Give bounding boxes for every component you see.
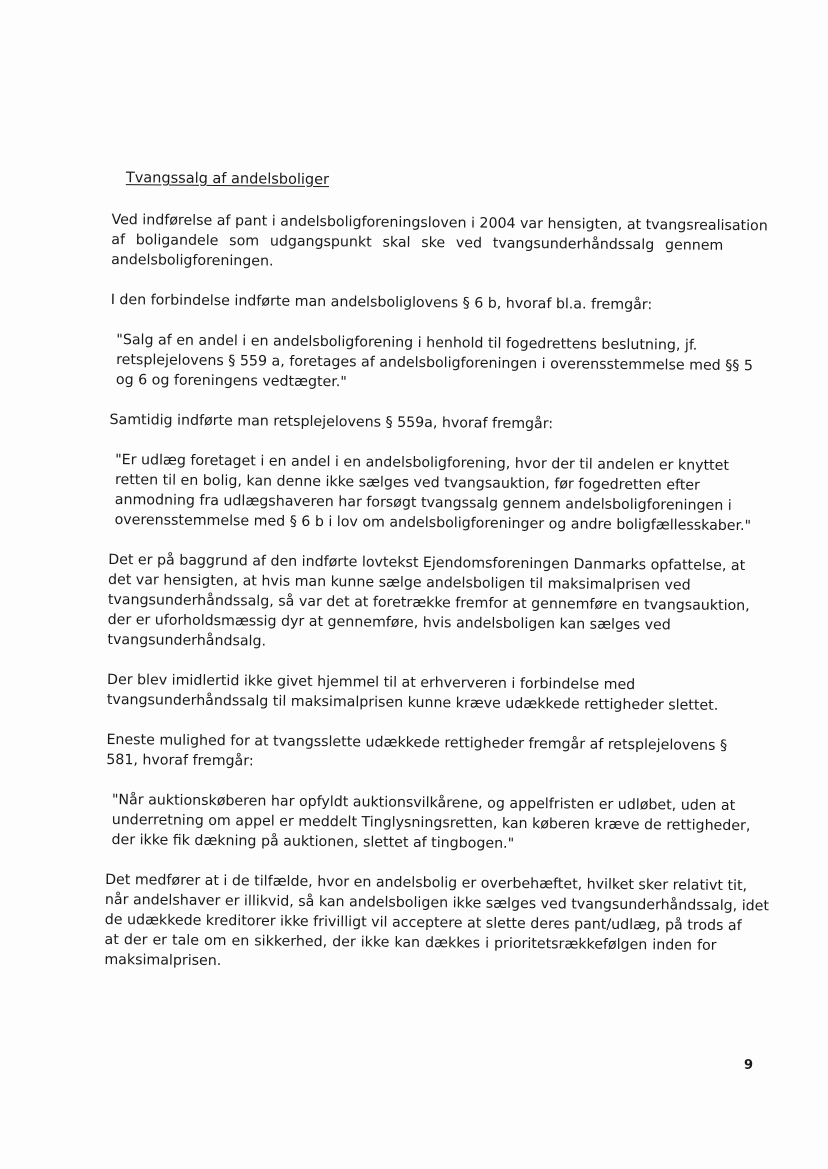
paragraph-line: Det er på baggrund af den indførte lovtekst Ejendomsforeningen Danmarks opfattelse, at bbox=[108, 551, 746, 575]
paragraph-line: Det medfører at i de tilfælde, hvor en andelsbolig er overbehæftet, hvilket sker relativt tit, bbox=[105, 871, 748, 895]
paragraph-retsplejelov-intro bbox=[109, 410, 721, 436]
paragraph-line: de udækkede kreditorer ikke frivilligt vil acceptere at slette deres pant/udlæg, på trods af bbox=[104, 911, 742, 935]
paragraph-line: overensstemmelse med § 6 b i lov om andelsboligforeninger og andre boligfællesskaber." bbox=[114, 512, 752, 535]
paragraph-line: der ikke fik dækning på auktionen, slettet af tingbogen." bbox=[111, 832, 515, 852]
paragraph-line: Ved indførelse af pant i andelsboligforeningsloven i 2004 var hensigten, at tvangsrealisation bbox=[111, 211, 768, 235]
paragraph-line: andelsboligforeningen. bbox=[111, 251, 274, 270]
document-heading: Tvangssalg af andelsboliger bbox=[125, 170, 330, 189]
document-body bbox=[104, 168, 770, 996]
paragraph-line: "Er udlæg foretaget i en andel i en andelsboligforening, hvor der til andelen er knyttet bbox=[115, 452, 730, 474]
paragraph-line: tvangsunderhåndsalg. bbox=[107, 631, 267, 650]
paragraph-line: anmodning fra udlægshaveren har forsøgt tvangssalg gennem andelsboligforeningen i bbox=[114, 492, 732, 514]
paragraph-line: tvangsunderhåndssalg, så var det at foretrække fremfor at gennemføre en tvangsauktion, bbox=[107, 591, 750, 615]
paragraph-line: det var hensigten, at hvis man kunne sælge andelsboligen til maksimalprisen ved bbox=[107, 571, 691, 594]
paragraph-andelsboliglov-intro bbox=[111, 290, 723, 316]
paragraph-line: af boligandele som udgangspunkt skal ske ved tvangsunderhåndssalg gennem bbox=[111, 231, 724, 254]
paragraph-line: og 6 og foreningens vedtægter." bbox=[115, 372, 347, 391]
paragraph-opfattelse bbox=[107, 550, 750, 656]
quote-retsplejelov-559a bbox=[114, 450, 752, 536]
paragraph-line: "Salg af en andel i en andelsboligforening i henhold til fogedrettens beslutning, jf. bbox=[116, 332, 698, 354]
paragraph-intro bbox=[111, 210, 768, 276]
page-number: 9 bbox=[744, 1058, 754, 1073]
quote-andelsboliglov-6b bbox=[115, 330, 754, 396]
paragraph-line: der er uforholdsmæssig dyr at gennemføre, hvis andelsboligen kan sælges ved bbox=[107, 611, 671, 634]
paragraph-konsekvens bbox=[104, 870, 770, 976]
paragraph-line: retsplejelovens § 559 a, foretages af andelsboligforeningen i overensstemmelse med §§ 5 bbox=[116, 352, 754, 375]
paragraph-line: når andelshaver er illikvid, så kan andelsboligen ikke sælges ved tvangsunderhåndssalg, idet bbox=[104, 891, 770, 915]
paragraph-line: Der blev imidlertid ikke givet hjemmel til at erhververen i forbindelse med bbox=[107, 671, 636, 694]
paragraph-hjemmel bbox=[107, 670, 719, 716]
paragraph-line: 581, hvoraf fremgår: bbox=[106, 751, 254, 770]
paragraph-line: I den forbindelse indførte man andelsboliglovens § 6 b, hvoraf bl.a. fremgår: bbox=[110, 291, 653, 314]
paragraph-line: underretning om appel er meddelt Tinglysningsretten, kan køberen kræve de rettigheder, bbox=[111, 812, 751, 835]
quote-retsplejelov-581 bbox=[111, 790, 751, 856]
paragraph-line: tvangsunderhåndssalg til maksimalprisen kunne kræve udækkede rettigheder slettet. bbox=[106, 691, 719, 714]
paragraph-line: Eneste mulighed for at tvangsslette udækkede rettigheder fremgår af retsplejelovens § bbox=[106, 731, 728, 754]
paragraph-line: "Når auktionskøberen har opfyldt auktionsvilkårene, og appelfristen er udløbet, uden at bbox=[111, 792, 736, 815]
paragraph-line: maksimalprisen. bbox=[104, 951, 222, 970]
paragraph-eneste-mulighed bbox=[106, 730, 728, 776]
paragraph-line: Samtidig indførte man retsplejelovens § 559a, hvoraf fremgår: bbox=[109, 411, 554, 433]
paragraph-line: retten til en bolig, kan denne ikke sælges ved tvangsauktion, før fogedretten efter bbox=[114, 472, 700, 494]
paragraph-line: at der er tale om en sikkerhed, der ikke kan dækkes i prioritetsrækkefølgen inden for bbox=[104, 931, 717, 954]
